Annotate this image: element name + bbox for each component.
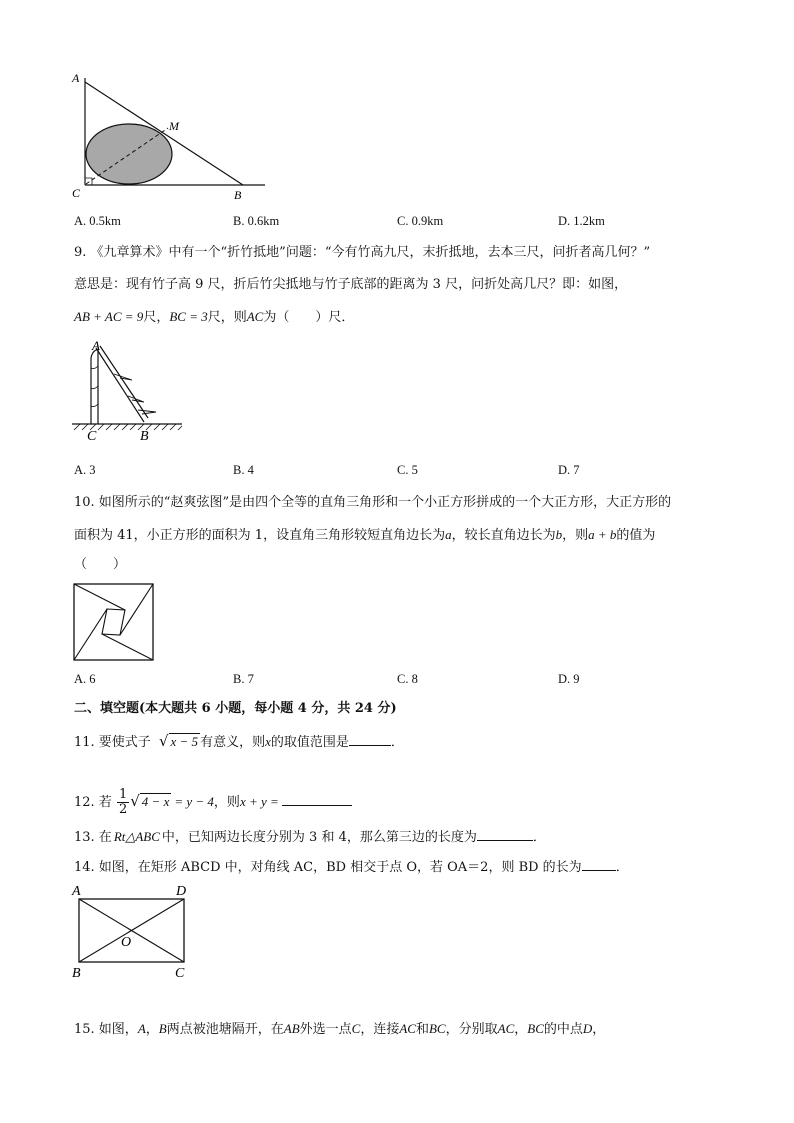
q14-line: [74, 858, 629, 877]
label-A: A: [72, 71, 80, 85]
q10-sum: a + b: [588, 527, 617, 542]
q15-text: 两点被池塘隔开，在: [166, 1022, 284, 1037]
q9-option-b: B. 4: [233, 463, 254, 477]
q11-answer-blank[interactable]: [349, 733, 391, 746]
q9-line1: 9. 《九章算术》中有一个“折竹抵地”问题：“今有竹高九尺，末折抵地，去本三尺，问折者高几何？”: [74, 245, 651, 260]
q12-sum: x + y =: [239, 794, 279, 809]
q14-answer-blank[interactable]: [582, 858, 616, 871]
q12-fraction: [117, 788, 129, 817]
q10-var-a: a: [445, 527, 452, 542]
q9-option-a: A. 3: [74, 463, 96, 477]
q15-text: ，: [592, 1022, 606, 1037]
q14-text: 14. 如图，在矩形 ABCD 中，对角线 AC，BD 相交于点 O，若 OA＝2，则 BD 的长为: [74, 860, 582, 875]
triangle-edge: [102, 634, 153, 660]
q9-text-a: 尺，: [143, 310, 170, 325]
q15-text: 和: [415, 1022, 429, 1037]
q12-answer-blank[interactable]: [282, 793, 352, 806]
q12-denominator: 2: [118, 802, 128, 817]
q10-option-d: D. 9: [558, 672, 580, 686]
q15-text: ，: [145, 1022, 159, 1037]
q9-text-c: 为（ ）尺．: [263, 310, 355, 325]
q10-option-c: C. 8: [397, 672, 418, 686]
q10-zhaoshuang-figure: [72, 582, 156, 662]
q15-text: 外选一点: [299, 1022, 352, 1037]
q9-eq2: BC = 3: [169, 309, 208, 324]
q11-x: x: [265, 734, 271, 749]
q10-text-b: ，较长直角边长为: [451, 528, 556, 543]
q11-text-c: 的取值范围是: [270, 735, 349, 750]
q13-text-d: ．: [532, 830, 546, 845]
q11-line: [74, 732, 404, 752]
outer-square: [74, 584, 153, 660]
q8-option-a: A. 0.5km: [74, 214, 121, 228]
triangle-edge: [74, 584, 125, 610]
q9-line2: 意思是：现有竹子高 9 尺，折后竹尖抵地与竹子底部的距离为 3 尺，问折处高几尺？即：如图，: [74, 277, 628, 292]
section2-heading: 二、填空题(本大题共 6 小题，每小题 4 分，共 24 分): [74, 701, 397, 716]
q12-text-c: ，则: [213, 795, 240, 810]
q13-answer-blank[interactable]: [477, 828, 533, 841]
q15-text: ，分别取: [445, 1022, 498, 1037]
label-M: M: [169, 119, 179, 133]
q12-equation: = y − 4: [174, 794, 214, 809]
q14-end: ．: [615, 860, 629, 875]
q10-text-d: 的值为: [616, 528, 656, 543]
q9-ac: AC: [246, 309, 264, 324]
label-B: B: [72, 966, 81, 981]
label-C: C: [72, 186, 81, 200]
q9-line3: [74, 308, 354, 327]
label-C: C: [87, 429, 97, 444]
q9-option-c: C. 5: [397, 463, 418, 477]
q10-var-b: b: [555, 527, 563, 542]
q10-text-c: ，则: [562, 528, 589, 543]
q15-text: 15. 如图，: [74, 1022, 138, 1037]
q15-point-c: C: [351, 1021, 361, 1036]
q9-option-d: D. 7: [558, 463, 580, 477]
q13-triangle: Rt△ABC: [113, 829, 160, 844]
q10-option-b: B. 7: [233, 672, 254, 686]
q13-text-c: 中，已知两边长度分别为 3 和 4，那么第三边的长度为: [161, 830, 477, 845]
q11-sqrt: √ x − 5: [158, 732, 199, 750]
q14-rectangle-figure: [68, 880, 198, 982]
label-D: D: [176, 884, 187, 899]
q15-text: ，: [514, 1022, 528, 1037]
q15-text: 的中点: [543, 1022, 583, 1037]
q10-line3: （ ）: [74, 557, 127, 572]
q10-line2: [74, 526, 655, 545]
label-A: A: [72, 884, 81, 899]
q15-segment-bc: BC: [428, 1021, 446, 1036]
q10-line1: 10. 如图所示的“赵爽弦图”是由四个全等的直角三角形和一个小正方形拼成的一个大正方形，大正方形的: [74, 495, 672, 510]
label-B: B: [234, 188, 242, 202]
q15-segment-ac: AC: [497, 1021, 515, 1036]
q12-text-a: 12. 若: [74, 795, 112, 810]
label-C: C: [175, 966, 185, 981]
q11-text-b: 有意义，则: [200, 735, 266, 750]
q8-option-b: B. 0.6km: [233, 214, 280, 228]
q15-segment-ac: AC: [399, 1021, 416, 1036]
q11-radicand: x − 5: [170, 734, 199, 749]
q8-option-c: C. 0.9km: [397, 214, 444, 228]
q9-text-b: 尺，则: [207, 310, 247, 325]
label-A: A: [92, 338, 100, 353]
q15-segment-ab: AB: [283, 1021, 300, 1036]
q12-numerator: 1: [118, 787, 128, 802]
q15-point-d: D: [582, 1021, 593, 1036]
q15-point-b: B: [158, 1021, 167, 1036]
q11-text-d: ．: [390, 735, 404, 750]
q13-text-a: 13. 在: [74, 830, 112, 845]
q10-option-a: A. 6: [74, 672, 96, 686]
inner-square: [102, 609, 125, 635]
q15-point-a: A: [137, 1021, 146, 1036]
q13-line: [74, 828, 546, 847]
label-O: O: [121, 935, 132, 950]
q12-line: 12. 若 $\frac{1}{2}$ √ 4 − x = y − 4，则x + y =: [74, 788, 352, 817]
q11-text-a: 11. 要使式子: [74, 735, 151, 750]
q15-text: ，连接: [360, 1022, 400, 1037]
label-B: B: [140, 429, 149, 444]
q8-figure: [68, 68, 273, 203]
q12-radicand: 4 − x: [141, 794, 170, 809]
q8-option-d: D. 1.2km: [558, 214, 605, 228]
q15-segment-bc: BC: [527, 1021, 544, 1036]
q15-line: [74, 1020, 605, 1039]
q10-text-a: 面积为 41，小正方形的面积为 1，设直角三角形较短直角边长为: [74, 528, 446, 543]
q9-figure: [70, 336, 190, 444]
bamboo-nodes: [91, 366, 98, 407]
q9-eq1: AB + AC = 9: [74, 309, 144, 324]
